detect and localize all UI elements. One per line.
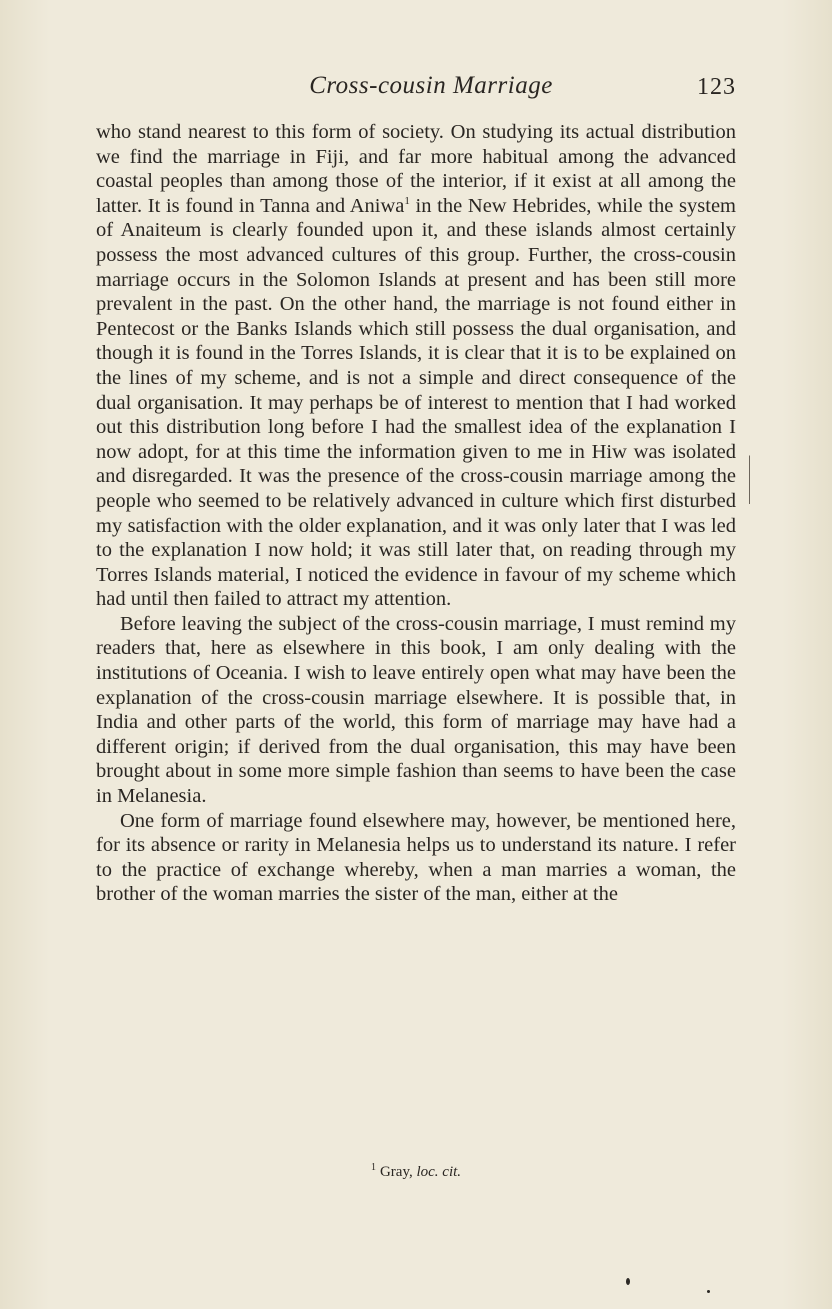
ink-speck bbox=[707, 1290, 710, 1293]
paragraph-3: One form of marriage found elsewhere may, however, be mentioned here, for its absence or rarity in Melanesia helps us to understand its nature. I refer to the practice of exchange whereby, when a man marries a woman, the brother of the woman marries the sister of the man, either at the bbox=[96, 809, 736, 906]
paragraph-1 bbox=[96, 120, 736, 612]
body-text bbox=[96, 120, 736, 907]
footnote-author: Gray, bbox=[379, 1164, 417, 1180]
footnote-mark: 1 bbox=[370, 1162, 376, 1173]
paragraph-1-text-b: in the New Hebrides, while the system of Anaiteum is clearly founded upon it, and these islands almost certainly possess the most advanced cultures of this group. Further, the cross-cousin marriage occurs in the Solomon Islands at present and has been still more prevalent in the past. On the other hand, the marriage is not found either in Pentecost or the Banks Islands which still possess the dual organisation, and though it is found in the Torres Islands, it is clear that it is to be explained on the lines of my scheme, and is not a simple and direct consequence of the dual organisation. It may perhaps be of interest to mention that I had worked out this distribution long before I had the smallest idea of the explanation I now adopt, for at this time the information given to me in Hiw was isolated and disregarded. It was the presence of the cross-cousin marriage among the people who seemed to be relatively advanced in culture which first disturbed my satisfaction with the older explanation, and it was only later that I was led to the explanation I now hold; it was still later that, on reading through my Torres Islands material, I noticed the evidence in favour of my scheme which had until then failed to attract my attention. bbox=[96, 194, 736, 611]
paragraph-2: Before leaving the subject of the cross-cousin marriage, I must remind my readers that, here as elsewhere in this book, I am only dealing with the institutions of Oceania. I wish to leave entirely open what may have been the explanation of the cross-cousin marriage elsewhere. It is possible that, in India and other parts of the world, this form of marriage may have had a different origin; if derived from the dual organisation, this may have been brought about in some more simple fashion than seems to have been the case in Melanesia. bbox=[96, 612, 736, 808]
margin-bracket-mark bbox=[745, 455, 750, 504]
page-number: 123 bbox=[697, 74, 736, 100]
running-title: Cross-cousin Marriage bbox=[309, 72, 553, 99]
footnote-reference: 1 bbox=[404, 194, 410, 207]
footnote-citation: loc. cit. bbox=[416, 1164, 462, 1180]
page-header bbox=[96, 72, 736, 112]
ink-speck bbox=[626, 1278, 630, 1285]
footnote bbox=[96, 1162, 736, 1181]
paragraph-1-text-a: who stand nearest to this form of society. On studying its actual distribution we find the marriage in Fiji, and far more habitual among the advanced coastal peoples than among those of the interior, if it exist at all among the latter. It is found in Tanna and Aniwa bbox=[96, 121, 736, 217]
